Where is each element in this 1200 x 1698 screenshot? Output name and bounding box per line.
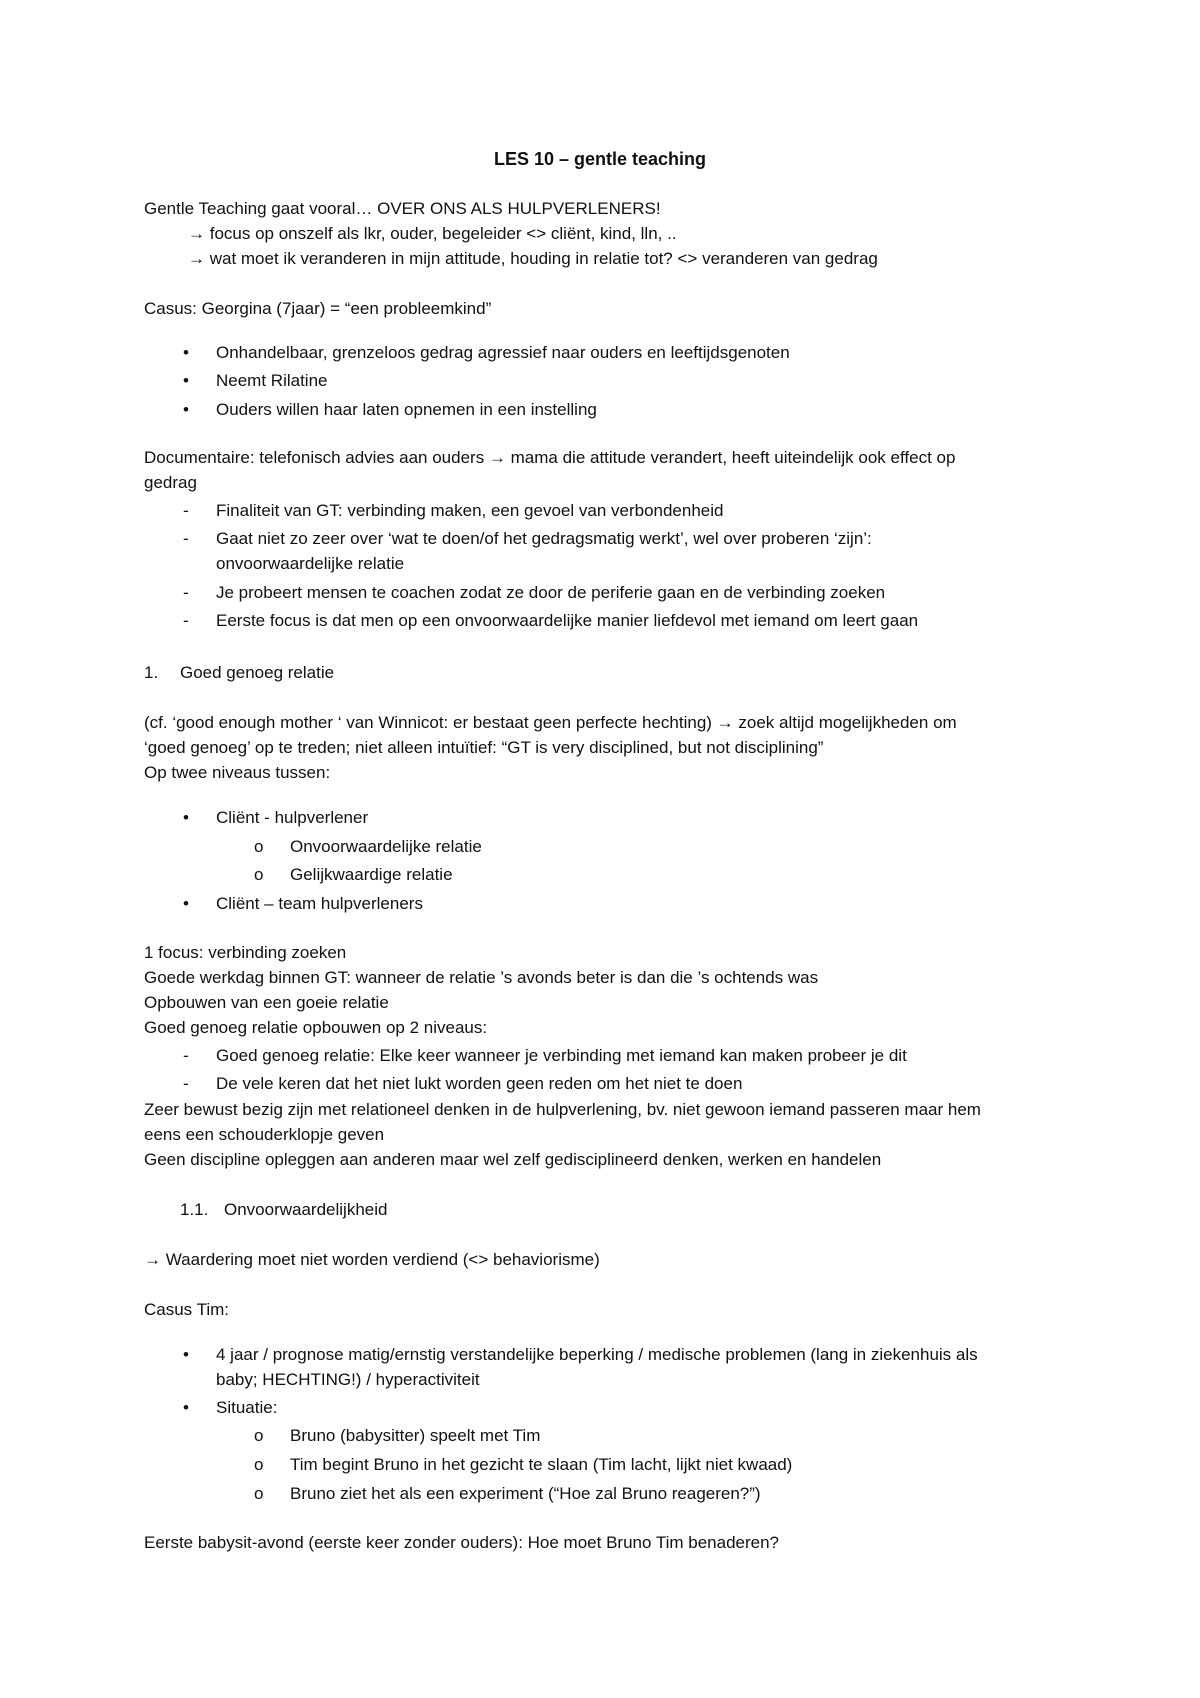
subsection-number: 1.1. [180, 1200, 209, 1219]
bullet-glyph: • [183, 894, 189, 913]
list-item-continuation: onvoorwaardelijke relatie [216, 554, 405, 573]
paragraph-line: Geen discipline opleggen aan anderen maar wel zelf gedisciplineerd denken, werken en handelen [144, 1150, 882, 1169]
paragraph-line: 1 focus: verbinding zoeken [144, 943, 347, 962]
list-item: De vele keren dat het niet lukt worden geen reden om het niet te doen [216, 1074, 743, 1093]
paragraph-line: Opbouwen van een goeie relatie [144, 993, 389, 1012]
dash-glyph: - [183, 583, 189, 602]
list-item: Finaliteit van GT: verbinding maken, een gevoel van verbondenheid [216, 501, 724, 520]
dash-glyph: - [183, 1046, 189, 1065]
list-item: Je probeert mensen te coachen zodat ze door de periferie gaan en de verbinding zoeken [216, 583, 886, 602]
subsection-heading: Onvoorwaardelijkheid [224, 1200, 388, 1219]
documentaire-line: gedrag [144, 473, 197, 492]
list-item: Goed genoeg relatie: Elke keer wanneer je verbinding met iemand kan maken probeer je dit [216, 1046, 907, 1065]
list-item: Situatie: [216, 1398, 278, 1417]
bullet-glyph: • [183, 371, 189, 390]
paragraph-line: Zeer bewust bezig zijn met relationeel denken in de hulpverlening, bv. niet gewoon iemand passeren maar hem [144, 1100, 981, 1119]
documentaire-line: Documentaire: telefonisch advies aan ouders → mama die attitude verandert, heeft uiteindelijk ook effect op [144, 448, 956, 467]
dash-glyph: - [183, 1074, 189, 1093]
list-item: Neemt Rilatine [216, 371, 328, 390]
list-item: Cliënt – team hulpverleners [216, 894, 423, 913]
sub-list-item: Tim begint Bruno in het gezicht te slaan (Tim lacht, lijkt niet kwaad) [290, 1455, 793, 1474]
sub-bullet-glyph: o [254, 1484, 264, 1503]
dash-glyph: - [183, 501, 189, 520]
casus-georgina-heading: Casus: Georgina (7jaar) = “een probleemkind” [144, 299, 492, 318]
paragraph-line: → Waardering moet niet worden verdiend (<> behaviorisme) [144, 1250, 600, 1269]
sub-list-item: Bruno (babysitter) speelt met Tim [290, 1426, 541, 1445]
paragraph-line: Op twee niveaus tussen: [144, 763, 331, 782]
sub-bullet-glyph: o [254, 837, 264, 856]
intro-arrow-line: → wat moet ik veranderen in mijn attitude, houding in relatie tot? <> veranderen van gedrag [188, 249, 878, 268]
bullet-glyph: • [183, 1345, 189, 1364]
sub-list-item: Onvoorwaardelijke relatie [290, 837, 482, 856]
intro-arrow-line: → focus op onszelf als lkr, ouder, begeleider <> cliënt, kind, lln, .. [188, 224, 677, 243]
intro-line: Gentle Teaching gaat vooral… OVER ONS ALS HULPVERLENERS! [144, 199, 661, 218]
paragraph-line: (cf. ‘good enough mother ‘ van Winnicot: er bestaat geen perfecte hechting) → zoek altijd mogelijkheden om [144, 713, 957, 732]
dash-glyph: - [183, 611, 189, 630]
paragraph-line: eens een schouderklopje geven [144, 1125, 385, 1144]
paragraph-line: Goede werkdag binnen GT: wanneer de relatie ’s avonds beter is dan die ’s ochtends was [144, 968, 819, 987]
bullet-glyph: • [183, 343, 189, 362]
paragraph-line: ‘goed genoeg’ op te treden; niet alleen intuïtief: “GT is very disciplined, but not disciplining” [144, 738, 824, 757]
list-item: Gaat niet zo zeer over ‘wat te doen/of het gedragsmatig werkt’, wel over proberen ‘zijn’: [216, 529, 872, 548]
bullet-glyph: • [183, 1398, 189, 1417]
list-item: 4 jaar / prognose matig/ernstig verstandelijke beperking / medische problemen (lang in ziekenhuis als [216, 1345, 978, 1364]
paragraph-line: Goed genoeg relatie opbouwen op 2 niveaus: [144, 1018, 488, 1037]
sub-list-item: Bruno ziet het als een experiment (“Hoe zal Bruno reageren?”) [290, 1484, 761, 1503]
section-heading: Goed genoeg relatie [180, 663, 335, 682]
bullet-glyph: • [183, 400, 189, 419]
list-item: Cliënt - hulpverlener [216, 808, 369, 827]
section-number: 1. [144, 663, 159, 682]
sub-bullet-glyph: o [254, 1455, 264, 1474]
list-item-continuation: baby; HECHTING!) / hyperactiviteit [216, 1370, 480, 1389]
sub-list-item: Gelijkwaardige relatie [290, 865, 453, 884]
document-title: LES 10 – gentle teaching [493, 149, 707, 169]
list-item: Onhandelbaar, grenzeloos gedrag agressief naar ouders en leeftijdsgenoten [216, 343, 790, 362]
casus-tim-heading: Casus Tim: [144, 1300, 230, 1319]
bullet-glyph: • [183, 808, 189, 827]
list-item: Eerste focus is dat men op een onvoorwaardelijke manier liefdevol met iemand om leert gaan [216, 611, 919, 630]
list-item: Ouders willen haar laten opnemen in een instelling [216, 400, 597, 419]
sub-bullet-glyph: o [254, 865, 264, 884]
closing-question: Eerste babysit-avond (eerste keer zonder ouders): Hoe moet Bruno Tim benaderen? [144, 1533, 780, 1552]
dash-glyph: - [183, 529, 189, 548]
sub-bullet-glyph: o [254, 1426, 264, 1445]
